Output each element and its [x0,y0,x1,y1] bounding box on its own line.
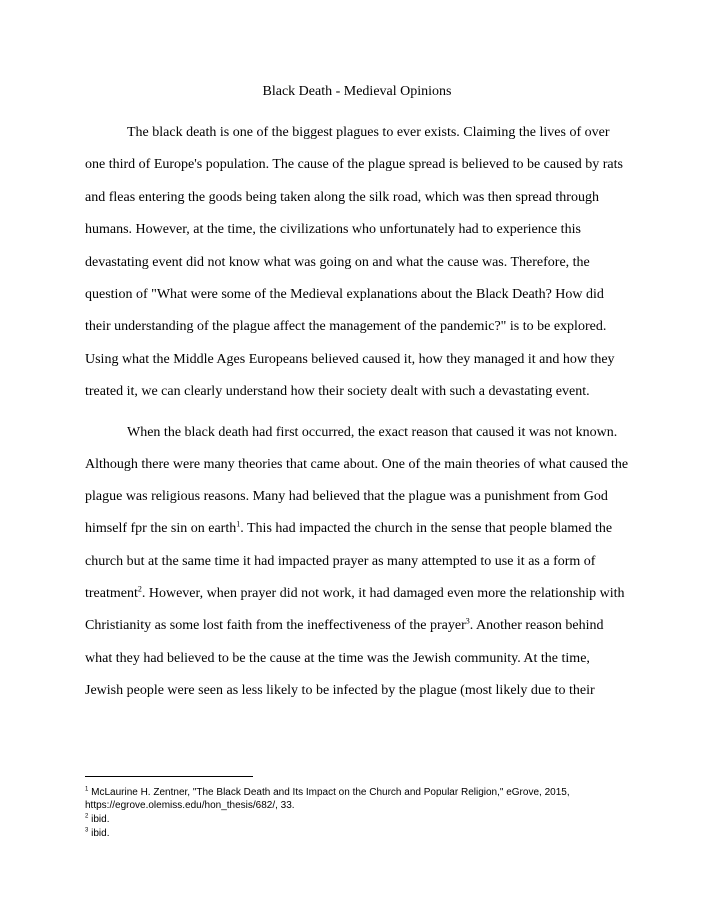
paragraph-1-line-5: devastating event did not know what was going on and what the cause was. Therefore, the [85,255,590,270]
paragraph-1-line-6: question of "What were some of the Medieval explanations about the Black Death? How did [85,287,604,302]
paragraph-1-line-4: humans. However, at the time, the civilizations who unfortunately had to experience this [85,222,581,237]
footnote-1 [85,786,645,799]
paragraph-2-line-4-text-b: . This had impacted the church in the sense that people blamed the [240,521,613,536]
footnote-3-text: ibid. [88,828,110,839]
paragraph-1-line-8: Using what the Middle Ages Europeans believed caused it, how they managed it and how they [85,352,615,367]
paragraph-2-line-5: church but at the same time it had impacted prayer as many attempted to use it as a form of [85,554,596,569]
paragraph-2-line-8: what they had believed to be the cause at the time was the Jewish community. At the time, [85,651,590,666]
footnote-ref-1[interactable]: 1 [236,519,241,529]
paragraph-2-line-2: Although there were many theories that came about. One of the main theories of what caused the [85,457,629,472]
footnote-1-marker: 1 [85,786,89,793]
paragraph-2-line-9: Jewish people were seen as less likely to be infected by the plague (most likely due to their [85,683,595,698]
paragraph-2-line-6 [85,585,645,603]
paragraph-2-line-7-text-b: . Another reason behind [469,618,604,633]
paragraph-2-line-1: When the black death had first occurred, the exact reason that caused it was not known. [127,425,618,440]
paragraph-2-line-3: plague was religious reasons. Many had believed that the plague was a punishment from God [85,489,608,504]
paragraph-2-line-7-text-a: Christianity as some lost faith from the ineffectiveness of the prayer [85,618,466,633]
footnote-separator [85,776,253,777]
paragraph-1-line-9: treated it, we can clearly understand how their society dealt with such a devastating event. [85,384,590,399]
paragraph-2-line-7 [85,617,645,635]
paragraph-1-line-7: their understanding of the plague affect the management of the pandemic?" is to be explored. [85,319,607,334]
paragraph-1-line-2: one third of Europe's population. The cause of the plague spread is believed to be caused by rats [85,157,623,172]
footnote-1-text: McLaurine H. Zentner, "The Black Death and Its Impact on the Church and Popular Religion," eGrove, 2015, [88,787,570,798]
document-title: Black Death - Medieval Opinions [262,84,452,99]
footnote-ref-2[interactable]: 2 [137,584,142,594]
paragraph-1-line-3: and fleas entering the goods being taken along the silk road, which was then spread through [85,190,599,205]
footnote-2-text: ibid. [88,814,110,825]
footnote-1-url[interactable]: https://egrove.olemiss.edu/hon_thesis/682/, 33. [85,800,295,811]
footnote-3-marker: 3 [85,827,89,834]
paragraph-2-line-6-text-a: treatment [85,586,138,601]
paragraph-2-line-6-text-b: . However, when prayer did not work, it had damaged even more the relationship with [141,586,625,601]
footnote-2-marker: 2 [85,813,89,820]
footnote-2 [85,813,645,826]
footnote-3 [85,827,645,840]
paragraph-2-line-4-text-a: himself fpr the sin on earth [85,521,237,536]
paragraph-2-line-4 [85,520,645,538]
footnote-ref-3[interactable]: 3 [465,616,470,626]
paragraph-1-line-1: The black death is one of the biggest plagues to ever exists. Claiming the lives of over [127,125,610,140]
